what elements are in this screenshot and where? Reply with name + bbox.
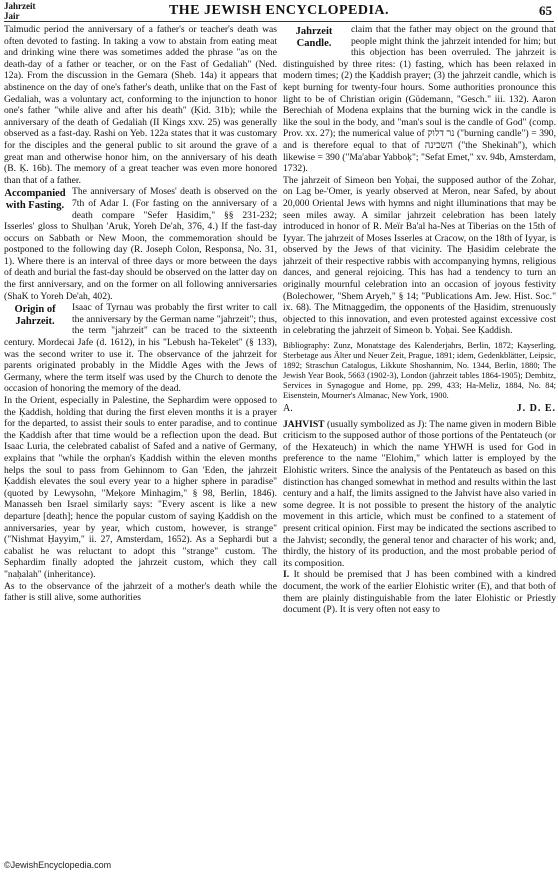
side-heading: Accompanied with Fasting. — [4, 188, 66, 212]
paragraph — [283, 569, 556, 615]
paragraph: The anniversary of Moses' death is observed on the 7th of Adar I. (For fasting on the anniversary of a death compare "Sefer Ḥasidim," §§ 231-232; Isserles' gloss to Shulḥan 'Aruk, Yoreh De'ah, 376, 4.) If the fast-day occurs on Sabbath or New Moon, the commemoration should be postponed to the following day (R. Joseph Colon, Responsa, No. 31, 1). Where there is an interval of three days or more between the days of death and burial the fast-day should be observed on the latter day on the first anniversary, and on the former on all following anniversaries (ShaK to Yoreh De'ah, 402). — [4, 186, 277, 302]
left-column — [4, 24, 277, 854]
side-heading: Jahrzeit Candle. — [295, 26, 333, 49]
running-head-first: Jahrzeit — [4, 1, 36, 11]
entry-text: (usually symbolized as J): The name given in modern Bible criticism to the supposed author of those portions of the Pentateuch (or of the Hexateuch) in which the name YHWH is used for God in preference to the name "Elohim," which latter is employed by the Elohistic writers. Since the analysis of the Pentateuch as based on this distinction has changed somewhat in method and results within the last century and a half, the limits assigned to the Jahvist have also varied in some degree. It is not possible to present the history of the analytic movement in this article, which must be confined to a statement of present critical opinion. First may be indicated the sections ascribed to the Jahvist; secondly, the general tenor and character of his work; and, thirdly, the history of its production, and the most probable period of its composition. — [283, 418, 556, 569]
paragraph: Talmudic period the anniversary of a father's or teacher's death was often devoted to fasting. In taking a vow to abstain from eating meat and drinking wine there was sometimes added the phrase "as on the death-day of a father or teacher, or on the Fast of Gedaliah" (Ned. 12a). From the discussion in the Gemara (Sheb. 14a) it appears that abstinence on the day of one's father's death, unlike that on the Fast of Gedaliah, was a voluntary act, conforming to the injunction to honor one's father "while alive and after his death" (Ḳid. 31b); while the anniversary of the death of Gedaliah (II Kings xxv. 25) was generally observed as a fast-day. Rashi on Yeb. 122a states that it was customary for the disciples and the general public to sit around the grave of a great man and otherwise honor him, on the anniversary of his death (B. Ḳ. 16b). The memory of a great teacher was even more honored than that of a father. — [4, 24, 277, 186]
section-number: I. — [283, 569, 290, 581]
encyclopedia-title: THE JEWISH ENCYCLOPEDIA. — [168, 3, 390, 18]
header-rule — [4, 21, 554, 22]
entry-heading: JAHVIST — [283, 418, 325, 430]
paragraph: As to the observance of the jahrzeit of a mother's death while the father is still alive, some authorities — [4, 580, 277, 604]
bibliography: Bibliography: Zunz, Monatstage des Kalenderjahrs, Berlin, 1872; Kayserling, Sterbetage aus Älter und Neuer Zeit, Prague, 1891; idem, Gedenkblätter, Leipsic, 1892; Straschun Catalogus, Likkute Shoshannim, No. 1344, Berlin, 1880; The Jewish Year Book, 5663 (1902-3), London (jahrzeit tables 1864-1905); Dembitz, Services in Synagogue and Home, pp. 299, 433; Ha-Meliz, 1884, No. 84; Eisenstein, Mourner's Almanac, New York, 1900. — [283, 341, 556, 401]
paragraph: Isaac of Tyrnau was probably the first writer to call the anniversary by the German name "jahrzeit"; thus, the term "jahrzeit" can be traced to the sixteenth century. Mordecai Jafe (d. 1612), in his "Lebush ha-Tekelet" (§ 133), was the second writer to use it. The observance of the jahrzeit for parents originated probably in the Middle Ages with the Jews of Germany, where the term itself was used by the Church to denote the occasion of honoring the memory of the dead. — [4, 302, 277, 395]
author-initials: J. D. E. — [516, 403, 556, 415]
section-text: It should be premised that J has been combined with a kindred document, the work of the earlier Elohistic writer (E), and that both of them are plainly distinguishable from the later Elohistic or Priestly document (P). It is very often not easy to — [283, 569, 556, 616]
right-column — [283, 24, 556, 854]
paragraph — [283, 419, 556, 570]
signature-line — [283, 403, 556, 415]
running-head-last: Jair — [4, 11, 20, 21]
side-heading: Origin of Jahrzeit. — [14, 304, 56, 328]
paragraph: claim that the father may object on the ground that people might think the jahrzeit intended for him; but this objection has been overruled. The jahrzeit is distinguished by three rites: (1) fasting, which has been relaxed in modern times; (2) the Ḳaddish prayer; (3) the jahrzeit candle, which is kept burning for twenty-four hours. Some authorities pronounce this light to be of Christian origin (Güdemann, "Gesch." iii. 132). Aaron Berechiah of Modena explains that the burning wick in the candle is like the soul in the body, and "man's soul is the candle of God" (comp. Prov. xx. 27); the numerical value of נר דלוק ("burning candle") = 390, and is therefore equal to that of השכינה ("the Shekinah"), which likewise = 390 ("Ma'abar Yabboḳ"; "Sefat Emet," xv. 94b, Amsterdam, 1732). — [283, 24, 556, 175]
paragraph: The jahrzeit of Simeon ben Yoḥai, the supposed author of the Zohar, on Lag be-'Omer, is yearly observed at Meron, near Safed, by about 20,000 Oriental Jews with hymns and night illuminations that may be seen miles away. A similar jahrzeit celebration has been lately introduced in honor of R. Meïr Ba'al ha-Nes at Tiberias on the 15th of Iyyar. The jahrzeit of Moses Isserles at Cracow, on the 18th of Iyyar, is observed by the Jews of that vicinity. The Ḥasidim celebrate the jahrzeit of their respective rabbis with accompanying hymns, religious dances, and general rejoicing. This has had a tendency to turn an originally mournful celebration into an occasion of joyous festivity (Bolechower, "Shem Aryeh," § 14; "Publications Am. Jew. Hist. Soc." ix. 68). The Mitnaggedim, the opponents of the Ḥasidim, strenuously objected to this innovation, and even protested against excessive cost in celebrating the jahrzeit of Simeon b. Yoḥai. See Ḳaddish. — [283, 174, 556, 337]
page-header — [0, 0, 558, 22]
signature-initial: A. — [283, 403, 293, 415]
page-number: 65 — [539, 3, 552, 18]
paragraph: In the Orient, especially in Palestine, the Sephardim were opposed to the Ḳaddish, holding that during the first eleven months it is a prayer for the departed, to assist their souls to enter paradise, and to continue the Ḳaddish after that time would be a reflection upon the dead. But Isaac Luria, the celebrated cabalist of Safed and a native of Germany, explains that "while the orphan's Ḳaddish within the eleven months helps the soul to pass from Gehinnom to Gan 'Eden, the jahrzeit Ḳaddish elevates the soul every year to a higher sphere in paradise" (quoted by Lewysohn, "Meḳore Minhagim," § 98, Berlin, 1846). Manasseh ben Israel similarly says: "Every ascent is like a new departure [death]; hence the popular custom of saying Ḳaddish on the anniversaries, year by year, which custom, however, is strange" ("Nishmat Ḥayyim," ii. 27, Amsterdam, 1652). As a Sephardi but a cabalist he was reluctant to adopt this "strange" custom. The Sephardim finally adopted the jahrzeit custom, which they call "naḥalah" (inheritance). — [4, 395, 277, 580]
copyright-footer: ©JewishEncyclopedia.com — [4, 860, 112, 870]
